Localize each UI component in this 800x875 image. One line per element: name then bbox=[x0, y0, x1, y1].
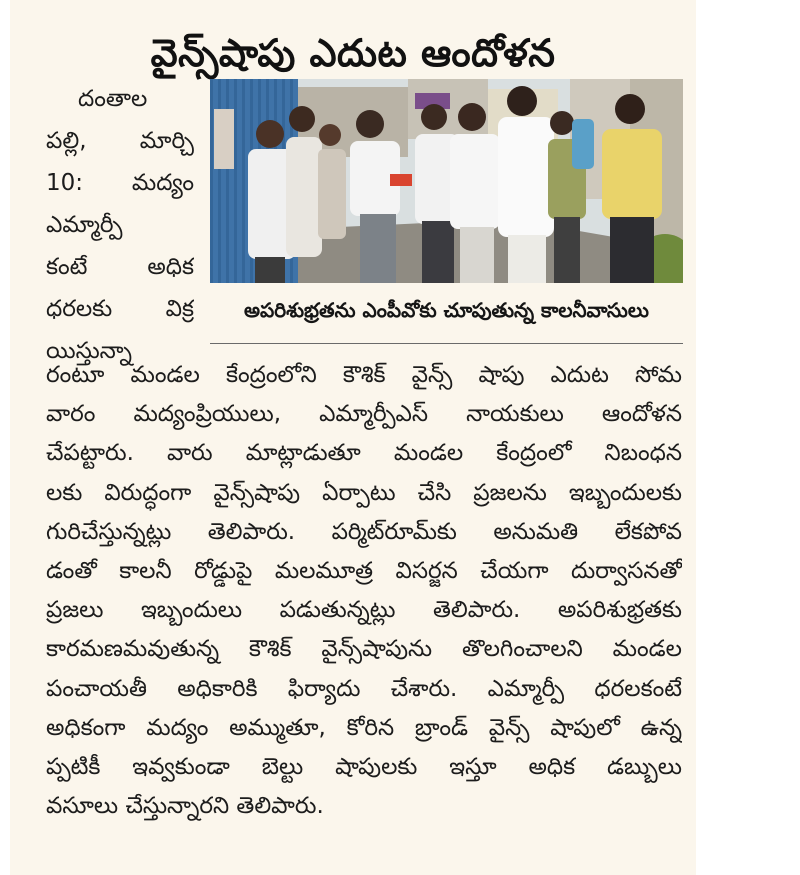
news-photo bbox=[210, 79, 683, 283]
body-line: పంచాయతీ అధికారికి ఫిర్యాదు చేశారు. ఎమ్మార్పీ ధరలకంటే bbox=[46, 675, 682, 702]
lead-line: దంతాల bbox=[78, 86, 148, 112]
lead-line: కంటే అధిక bbox=[46, 254, 194, 280]
article-headline: వైన్స్‌షాపు ఎదుట ఆందోళన bbox=[150, 31, 556, 76]
newspaper-clipping bbox=[10, 0, 696, 875]
body-line: గురిచేస్తున్నట్లు తెలిపారు. పర్మిట్‌రూమ్‌కు అనుమతి లేకపోవ bbox=[46, 518, 682, 545]
article-lead-column bbox=[46, 78, 194, 372]
body-line: ప్రజలు ఇబ్బందులు పడుతున్నట్లు తెలిపారు. అపరిశుభ్రతకు bbox=[46, 597, 682, 624]
article-body bbox=[46, 356, 682, 826]
body-line: డంతో కాలనీ రోడ్డుపై మలమూత్ర విసర్జన చేయగా దుర్వాసనతో bbox=[46, 558, 682, 585]
body-line: వసూలు చేస్తున్నారని తెలిపారు. bbox=[46, 793, 324, 820]
body-line: వారం మద్యంప్రియులు, ఎమ్మార్పీఎస్ నాయకులు ఆందోళన bbox=[46, 401, 682, 428]
body-line: ప్పటికీ ఇవ్వకుండా బెల్టు షాపులకు ఇస్తూ అధిక డబ్బులు bbox=[46, 754, 682, 781]
body-line: కారమణమవుతున్న కౌశిక్ వైన్స్‌షాపును తొలగించాలని మండల bbox=[46, 636, 682, 663]
lead-line: ధరలకు విక్ర bbox=[46, 296, 194, 322]
lead-line: ఎమ్మార్పీ bbox=[46, 212, 123, 238]
body-line: లకు విరుద్ధంగా వైన్స్‌షాపు ఏర్పాటు చేసి ప్రజలను ఇబ్బందులకు bbox=[46, 479, 682, 506]
lead-line: యిస్తున్నా bbox=[46, 338, 132, 364]
lead-line: పల్లి, మార్చి bbox=[46, 128, 194, 154]
photo-caption: అపరిశుభ్రతను ఎంపీవోకు చూపుతున్న కాలనీవాసులు bbox=[244, 298, 649, 322]
body-line: అధికంగా మద్యం అమ్ముతూ, కోరిన బ్రాండ్ వైన్స్ షాపులో ఉన్న bbox=[46, 714, 682, 741]
body-line: రంటూ మండల కేంద్రంలోని కౌశిక్ వైన్స్ షాపు ఎదుట సోమ bbox=[46, 362, 682, 388]
body-line: చేపట్టారు. వారు మాట్లాడుతూ మండల కేంద్రంలో నిబంధన bbox=[46, 440, 682, 467]
caption-divider bbox=[210, 343, 683, 344]
lead-line: 10: మద్యం bbox=[46, 170, 194, 196]
